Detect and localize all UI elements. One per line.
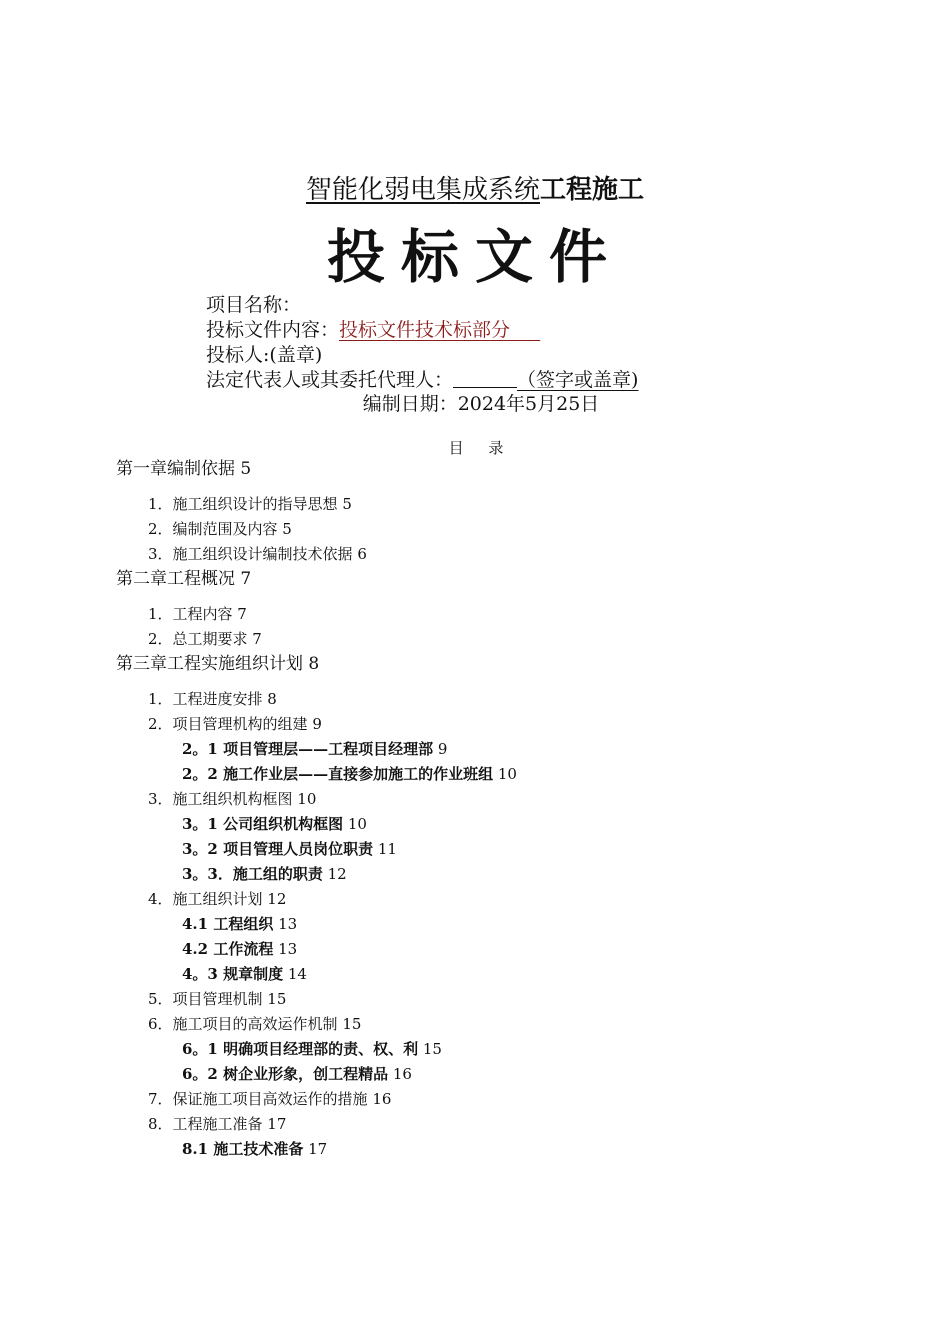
toc-item: 7．保证施工项目高效运作的措施 16 [148,1090,392,1108]
toc-subitem: 3。2 项目管理人员岗位职责 11 [182,840,397,858]
toc-item: 6．施工项目的高效运作机制 15 [148,1015,362,1033]
toc-subitem: 4.2 工作流程 13 [182,940,298,958]
toc-subitem: 2。1 项目管理层——工程项目经理部 9 [182,740,448,758]
toc-item: 5．项目管理机制 15 [148,990,287,1008]
rep-sign: （签字或盖章) [517,369,639,391]
cover-title-bold: 工程施工 [540,175,645,205]
content-label: 投标文件内容： [206,319,340,341]
toc-subitem: 3。1 公司组织机构框图 10 [182,815,367,833]
rep-line [206,368,638,392]
toc-item: 2．项目管理机构的组建 9 [148,715,322,733]
toc-subitem: 6。2 树企业形象，创工程精品 16 [182,1065,412,1083]
cover-title-underlined: 智能化弱电集成系统 [305,175,540,205]
main-title: 投标文件 [326,223,623,291]
toc-item: 8．工程施工准备 17 [148,1115,287,1133]
toc-subitem: 6。1 明确项目经理部的责、权、利 15 [182,1040,442,1058]
toc-subitem: 4。3 规章制度 14 [182,965,307,983]
project-name-label: 项目名称： [206,294,302,316]
toc-item: 1．工程内容 7 [148,605,247,623]
toc-chapter: 第三章工程实施组织计划 8 [116,654,320,674]
toc-subitem: 3。3．施工组的职责 12 [182,865,347,883]
toc-item: 4．施工组织计划 12 [148,890,287,908]
cover-title [0,172,950,208]
toc-title: 目 录 [448,439,514,457]
toc-subitem: 4.1 工程组织 13 [182,915,298,933]
rep-label: 法定代表人或其委托代理人： [206,369,454,391]
toc-subitem: 2。2 施工作业层——直接参加施工的作业班组 10 [182,765,517,783]
content-underline-tail [510,319,540,341]
toc-item: 3．施工组织设计编制技术依据 6 [148,545,367,563]
toc-item: 2．总工期要求 7 [148,630,262,648]
toc-item: 2．编制范围及内容 5 [148,520,292,538]
content-value: 投标文件技术标部分 [339,319,511,341]
content-line [206,318,540,342]
bidder-line: 投标人:(盖章) [206,344,323,366]
toc-item: 1．施工组织设计的指导思想 5 [148,495,352,513]
signature-blank [453,369,517,388]
toc-subitem: 8.1 施工技术准备 17 [182,1140,328,1158]
toc-item: 3．施工组织机构框图 10 [148,790,317,808]
toc-chapter: 第二章工程概况 7 [116,569,252,589]
toc-item: 1．工程进度安排 8 [148,690,277,708]
toc-chapter: 第一章编制依据 5 [116,459,252,479]
compile-date: 编制日期：2024年5月25日 [362,393,600,415]
